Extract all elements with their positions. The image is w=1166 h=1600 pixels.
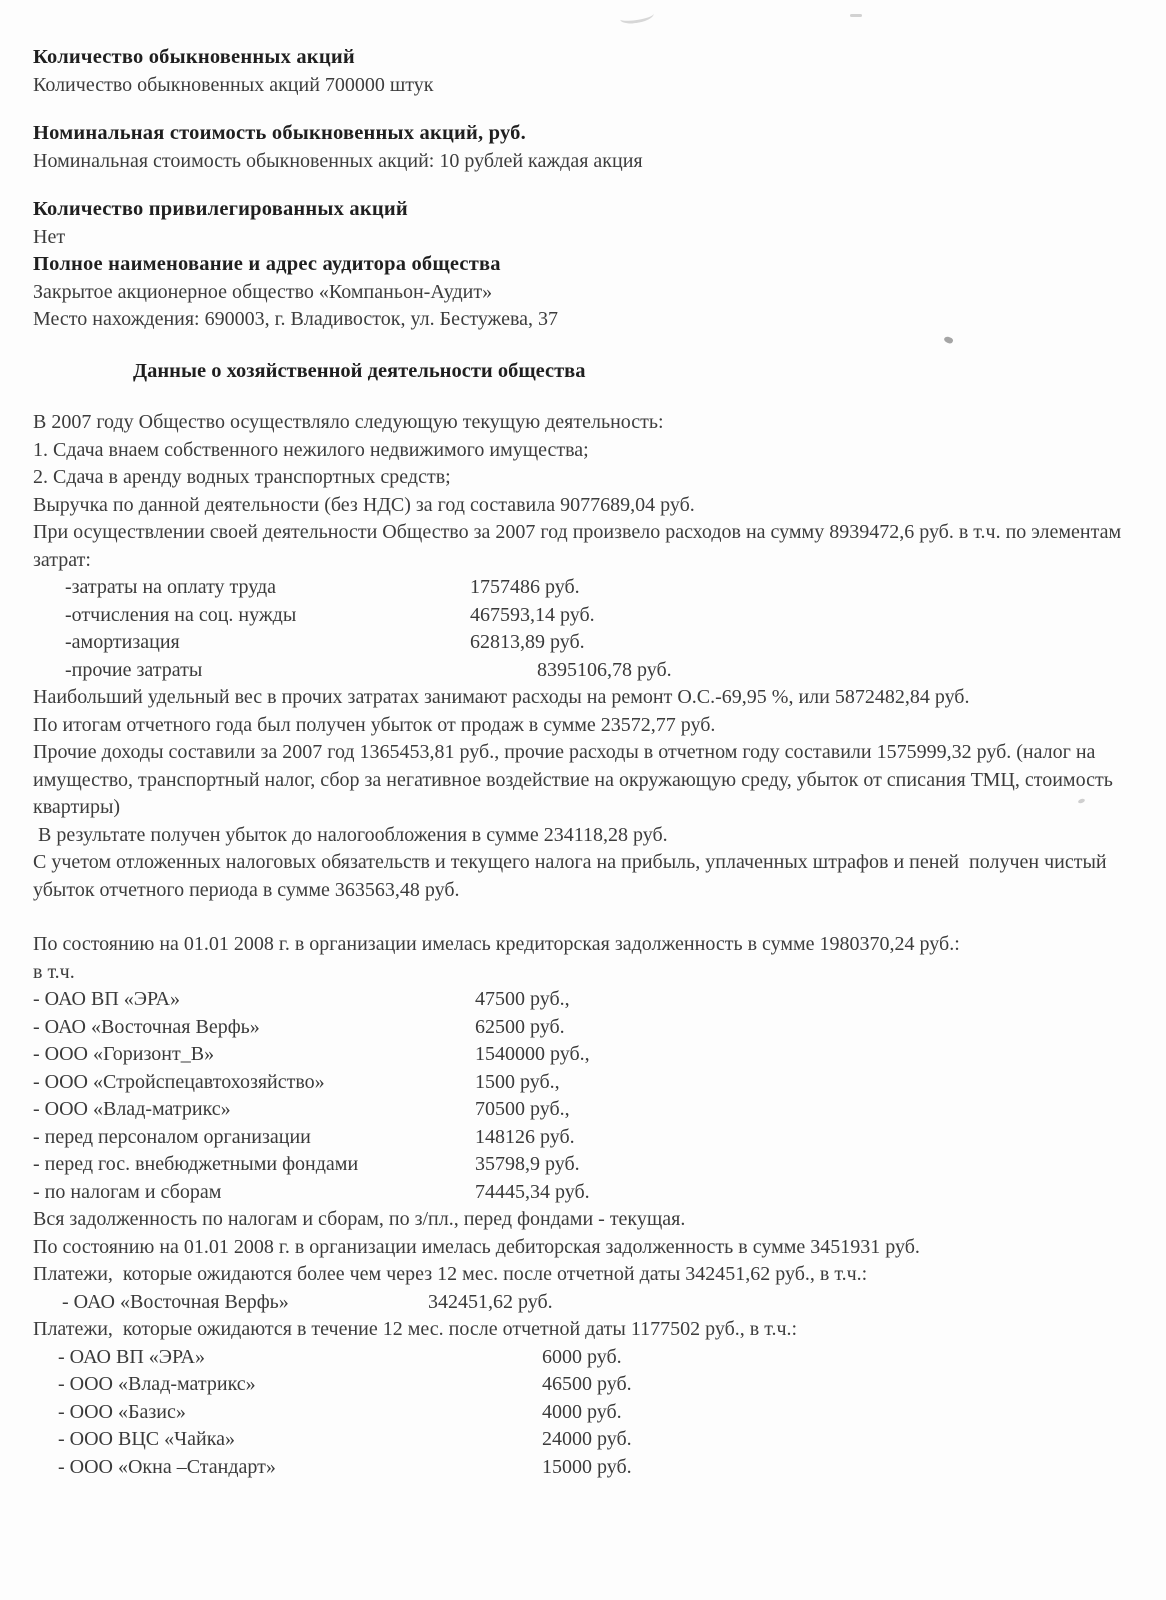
- short-term-debtor-row: [33, 1371, 1130, 1399]
- spacer: [33, 175, 1130, 196]
- revenue-text: Выручка по данной деятельности (без НДС) за год составила 9077689,04 руб.: [33, 493, 695, 516]
- debtor-value: 24000 руб.: [542, 1428, 632, 1450]
- pretax-loss-text: В результате получен убыток до налогообложения в сумме 234118,28 руб.: [33, 823, 668, 846]
- debtor-value: 4000 руб.: [542, 1400, 622, 1423]
- creditor-row: [33, 1151, 1130, 1179]
- cost-item-value: 62813,89 руб.: [470, 631, 585, 653]
- creditor-value: 74445,34 руб.: [475, 1180, 590, 1203]
- cost-item-row: [33, 602, 1130, 630]
- cost-item-label: -амортизация: [65, 631, 180, 653]
- debtor-label: - ООО «Базис»: [58, 1400, 186, 1423]
- creditors-including: в т.ч.: [33, 960, 75, 983]
- net-loss-text: С учетом отложенных налоговых обязательств и текущего налога на прибыль, уплаченных штрафов и пеней получен чистый убыток отчетного периода в сумме 363563,48 руб.: [33, 851, 1112, 901]
- ordinary-shares-value: Количество обыкновенных акций 700000 штук: [33, 73, 434, 96]
- cost-item-value: 467593,14 руб.: [470, 603, 595, 626]
- creditor-value: 1540000 руб.,: [475, 1043, 590, 1065]
- cost-item-label: -прочие затраты: [65, 658, 203, 681]
- long-term-intro: Платежи, которые ожидаются более чем через 12 мес. после отчетной даты 342451,62 руб., в т.ч.:: [33, 1263, 868, 1285]
- spacer: [33, 385, 1130, 409]
- spacer: [33, 99, 1130, 120]
- creditor-row: [33, 1014, 1130, 1042]
- cost-item-row: [33, 574, 1130, 602]
- short-term-debtor-row: [33, 1454, 1130, 1482]
- auditor-name: Закрытое акционерное общество «Компаньон-Аудит»: [33, 280, 493, 303]
- ordinary-shares-heading: Количество обыкновенных акций: [33, 46, 355, 68]
- short-term-debtor-row: [33, 1426, 1130, 1454]
- cost-item-row: [33, 629, 1130, 657]
- debtor-label: - ОАО ВП «ЭРА»: [58, 1345, 205, 1368]
- creditor-label: - ОАО ВП «ЭРА»: [33, 988, 180, 1010]
- preferred-shares-heading: Количество привилегированных акций: [33, 198, 408, 220]
- long-term-debtor-row: [33, 1289, 1130, 1317]
- nominal-value-text: Номинальная стоимость обыкновенных акций: 10 рублей каждая акция: [33, 149, 643, 172]
- creditor-row: [33, 1096, 1130, 1124]
- other-income-text: Прочие доходы составили за 2007 год 1365453,81 руб., прочие расходы в отчетном году составили 1575999,32 руб. (налог на имущество, транспортный налог, сбор за негативное воздействие на окружающую среду, убыток от списания ТМЦ, стоимость квартиры): [33, 741, 1118, 818]
- expenses-intro: При осуществлении своей деятельности Общество за 2007 год произвело расходов на сумму 8939472,6 руб. в т.ч. по элементам затрат:: [33, 521, 1127, 571]
- creditor-value: 148126 руб.: [475, 1125, 575, 1148]
- cost-item-row: [33, 657, 1130, 685]
- cost-item-value: 8395106,78 руб.: [537, 658, 672, 681]
- preferred-shares-value: Нет: [33, 225, 66, 248]
- creditor-row: [33, 1179, 1130, 1207]
- creditor-label: - ООО «Горизонт_В»: [33, 1043, 215, 1065]
- activity-intro: В 2007 году Общество осуществляло следующую текущую деятельность:: [33, 411, 664, 433]
- short-term-intro: Платежи, которые ожидаются в течение 12 мес. после отчетной даты 1177502 руб., в т.ч.:: [33, 1318, 798, 1340]
- creditor-value: 62500 руб.: [475, 1015, 565, 1038]
- activity-section-heading: Данные о хозяйственной деятельности общества: [133, 359, 586, 382]
- spacer: [33, 334, 1130, 358]
- cost-item-label: -затраты на оплату труда: [65, 576, 277, 598]
- spacer: [33, 904, 1130, 931]
- creditor-row: [33, 986, 1130, 1014]
- creditor-value: 35798,9 руб.: [475, 1153, 580, 1175]
- creditor-label: - по налогам и сборам: [33, 1180, 222, 1203]
- short-term-debtor-row: [33, 1399, 1130, 1427]
- creditor-row: [33, 1124, 1130, 1152]
- auditor-address: Место нахождения: 690003, г. Владивосток, ул. Бестужева, 37: [33, 308, 559, 330]
- sales-loss-text: По итогам отчетного года был получен убыток от продаж в сумме 23572,77 руб.: [33, 713, 716, 736]
- creditors-intro: По состоянию на 01.01 2008 г. в организации имелась кредиторская задолженность в сумме 1980370,24 руб.:: [33, 933, 960, 955]
- debtor-value: 15000 руб.: [542, 1455, 632, 1478]
- cost-item-value: 1757486 руб.: [470, 576, 580, 598]
- auditor-heading: Полное наименование и адрес аудитора общества: [33, 253, 501, 275]
- scan-artifact: [619, 8, 654, 24]
- debtor-value: 46500 руб.: [542, 1373, 632, 1395]
- creditor-label: - ОАО «Восточная Верфь»: [33, 1015, 260, 1038]
- short-term-debtor-row: [33, 1344, 1130, 1372]
- creditor-row: [33, 1041, 1130, 1069]
- activity-item-2: 2. Сдача в аренду водных транспортных средств;: [33, 466, 451, 488]
- creditor-label: - ООО «Стройспецавтохозяйство»: [33, 1070, 325, 1093]
- creditors-note: Вся задолженность по налогам и сборам, по з/пл., перед фондами - текущая.: [33, 1208, 686, 1230]
- debtor-label: - ООО «Окна –Стандарт»: [58, 1455, 276, 1478]
- activity-item-1: 1. Сдача внаем собственного нежилого недвижимого имущества;: [33, 438, 589, 461]
- debtor-label: - ООО «Влад-матрикс»: [58, 1373, 256, 1395]
- creditor-value: 70500 руб.,: [475, 1098, 570, 1120]
- debtor-value: 6000 руб.: [542, 1345, 622, 1368]
- debtor-label: - ООО ВЦС «Чайка»: [58, 1428, 235, 1450]
- creditor-row: [33, 1069, 1130, 1097]
- debtor-label: - ОАО «Восточная Верфь»: [62, 1290, 289, 1313]
- debtor-value: 342451,62 руб.: [428, 1290, 553, 1313]
- creditor-label: - ООО «Влад-матрикс»: [33, 1098, 231, 1120]
- repair-note: Наибольший удельный вес в прочих затратах занимают расходы на ремонт О.С.-69,95 %, или 5872482,84 руб.: [33, 686, 970, 708]
- creditor-label: - перед персоналом организации: [33, 1125, 311, 1148]
- cost-item-label: -отчисления на соц. нужды: [65, 603, 297, 626]
- creditor-value: 1500 руб.,: [475, 1070, 560, 1093]
- nominal-value-heading: Номинальная стоимость обыкновенных акций, руб.: [33, 122, 526, 144]
- creditor-value: 47500 руб.,: [475, 988, 570, 1010]
- debtors-intro: По состоянию на 01.01 2008 г. в организации имелась дебиторская задолженность в сумме 3451931 руб.: [33, 1235, 920, 1258]
- scan-artifact: [850, 14, 862, 17]
- creditor-label: - перед гос. внебюджетными фондами: [33, 1153, 359, 1175]
